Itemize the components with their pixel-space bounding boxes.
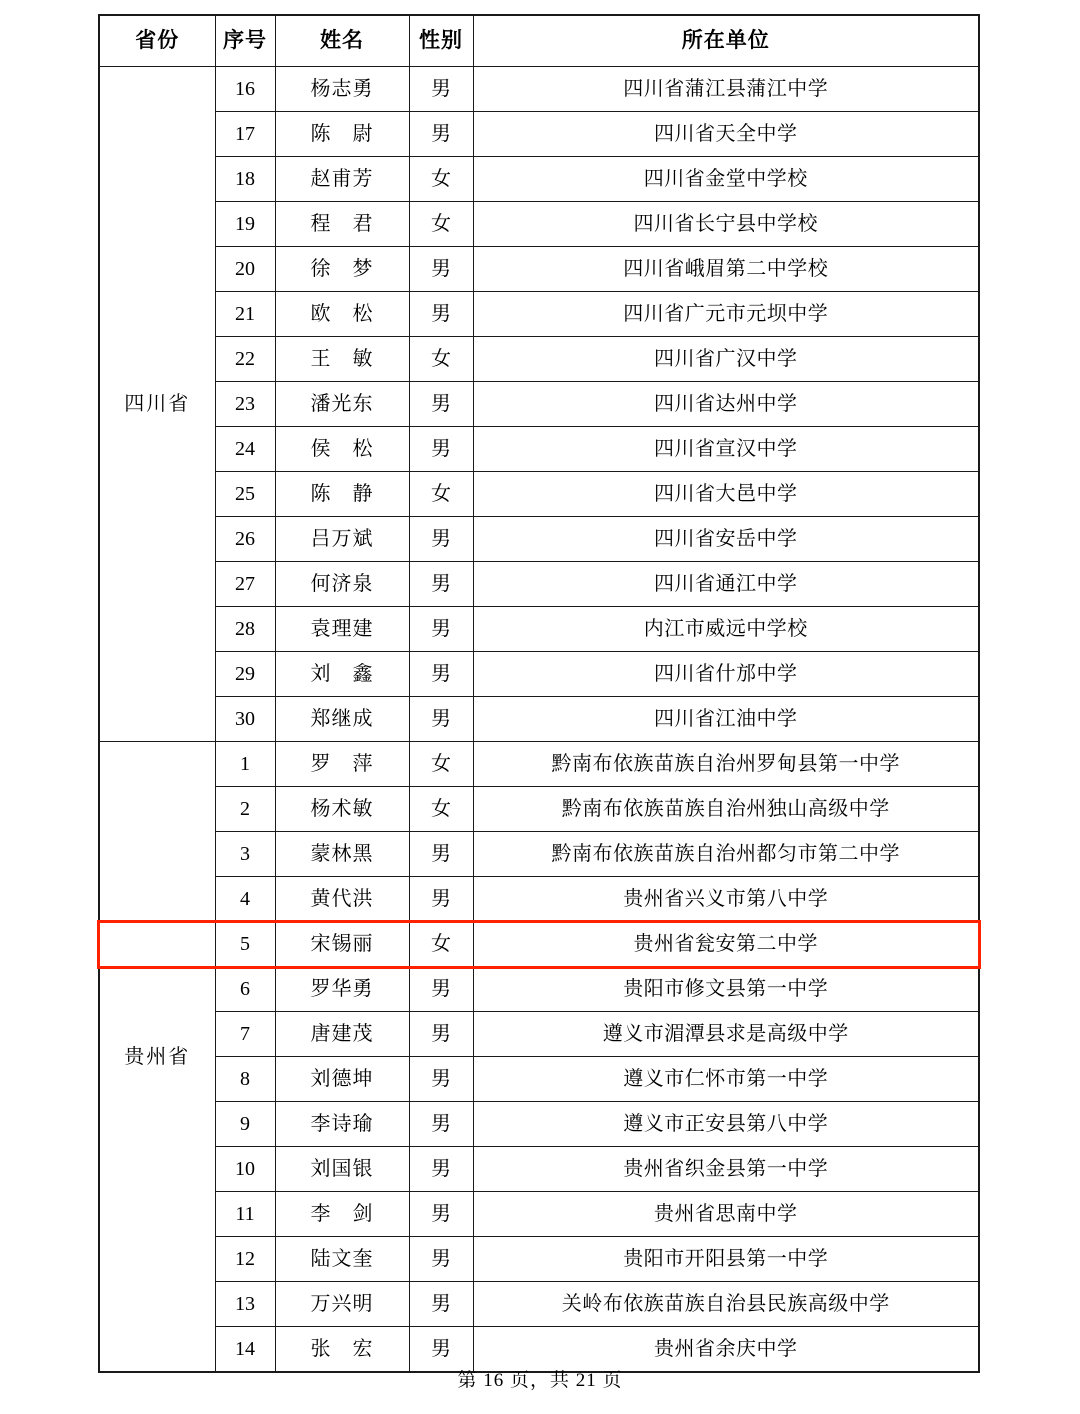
cell-index: 21 xyxy=(215,292,275,337)
column-header-name: 姓名 xyxy=(275,15,409,67)
cell-name: 陆文奎 xyxy=(275,1237,409,1282)
cell-unit: 贵州省兴义市第八中学 xyxy=(473,877,979,922)
cell-index: 7 xyxy=(215,1012,275,1057)
cell-unit: 贵阳市开阳县第一中学 xyxy=(473,1237,979,1282)
table-row xyxy=(99,517,979,562)
cell-index: 14 xyxy=(215,1327,275,1373)
cell-name: 刘国银 xyxy=(275,1147,409,1192)
table-row xyxy=(99,1012,979,1057)
cell-name: 李 剑 xyxy=(275,1192,409,1237)
cell-name: 欧 松 xyxy=(275,292,409,337)
cell-unit: 遵义市仁怀市第一中学 xyxy=(473,1057,979,1102)
cell-gender: 男 xyxy=(409,1057,473,1102)
cell-unit: 四川省通江中学 xyxy=(473,562,979,607)
table-row xyxy=(99,1192,979,1237)
cell-index: 1 xyxy=(215,742,275,787)
cell-gender: 男 xyxy=(409,1327,473,1373)
cell-gender: 男 xyxy=(409,382,473,427)
cell-index: 4 xyxy=(215,877,275,922)
cell-index: 5 xyxy=(215,922,275,967)
table-row xyxy=(99,427,979,472)
cell-unit: 关岭布依族苗族自治县民族高级中学 xyxy=(473,1282,979,1327)
cell-name: 李诗瑜 xyxy=(275,1102,409,1147)
cell-gender: 男 xyxy=(409,877,473,922)
cell-gender: 男 xyxy=(409,247,473,292)
table-row xyxy=(99,292,979,337)
cell-index: 23 xyxy=(215,382,275,427)
cell-unit: 黔南布依族苗族自治州都匀市第二中学 xyxy=(473,832,979,877)
table-row xyxy=(99,67,979,112)
cell-name: 潘光东 xyxy=(275,382,409,427)
cell-gender: 女 xyxy=(409,472,473,517)
table-row xyxy=(99,787,979,832)
cell-name: 侯 松 xyxy=(275,427,409,472)
cell-name: 罗华勇 xyxy=(275,967,409,1012)
cell-index: 22 xyxy=(215,337,275,382)
cell-unit: 四川省长宁县中学校 xyxy=(473,202,979,247)
cell-unit: 四川省宣汉中学 xyxy=(473,427,979,472)
column-header-unit: 所在单位 xyxy=(473,15,979,67)
cell-gender: 女 xyxy=(409,157,473,202)
cell-name: 杨术敏 xyxy=(275,787,409,832)
cell-gender: 男 xyxy=(409,112,473,157)
table-row xyxy=(99,967,979,1012)
cell-unit: 四川省广汉中学 xyxy=(473,337,979,382)
table-row xyxy=(99,202,979,247)
cell-gender: 男 xyxy=(409,1192,473,1237)
cell-unit: 四川省蒲江县蒲江中学 xyxy=(473,67,979,112)
cell-name: 赵甫芳 xyxy=(275,157,409,202)
cell-gender: 男 xyxy=(409,562,473,607)
cell-name: 宋锡丽 xyxy=(275,922,409,967)
cell-unit: 黔南布依族苗族自治州罗甸县第一中学 xyxy=(473,742,979,787)
cell-index: 24 xyxy=(215,427,275,472)
table-row xyxy=(99,697,979,742)
cell-unit: 四川省什邡中学 xyxy=(473,652,979,697)
cell-gender: 女 xyxy=(409,202,473,247)
cell-index: 30 xyxy=(215,697,275,742)
column-header-province: 省份 xyxy=(99,15,215,67)
cell-gender: 男 xyxy=(409,1282,473,1327)
cell-index: 19 xyxy=(215,202,275,247)
cell-index: 29 xyxy=(215,652,275,697)
cell-unit: 四川省峨眉第二中学校 xyxy=(473,247,979,292)
column-header-gender: 性别 xyxy=(409,15,473,67)
cell-gender: 男 xyxy=(409,832,473,877)
cell-gender: 男 xyxy=(409,427,473,472)
table-row xyxy=(99,832,979,877)
cell-name: 陈 尉 xyxy=(275,112,409,157)
table-row xyxy=(99,1102,979,1147)
cell-gender: 男 xyxy=(409,652,473,697)
column-header-index: 序号 xyxy=(215,15,275,67)
cell-gender: 男 xyxy=(409,292,473,337)
table-header xyxy=(99,15,979,67)
cell-gender: 女 xyxy=(409,922,473,967)
cell-name: 程 君 xyxy=(275,202,409,247)
cell-name: 王 敏 xyxy=(275,337,409,382)
table-row xyxy=(99,877,979,922)
cell-gender: 男 xyxy=(409,607,473,652)
table-row xyxy=(99,1282,979,1327)
cell-index: 2 xyxy=(215,787,275,832)
cell-gender: 男 xyxy=(409,1102,473,1147)
cell-unit: 四川省达州中学 xyxy=(473,382,979,427)
table-row xyxy=(99,652,979,697)
cell-unit: 四川省大邑中学 xyxy=(473,472,979,517)
cell-index: 18 xyxy=(215,157,275,202)
cell-unit: 贵州省瓮安第二中学 xyxy=(473,922,979,967)
cell-unit: 四川省安岳中学 xyxy=(473,517,979,562)
cell-gender: 男 xyxy=(409,517,473,562)
table-row xyxy=(99,1057,979,1102)
table-body xyxy=(99,67,979,1373)
table-row xyxy=(99,607,979,652)
cell-gender: 男 xyxy=(409,697,473,742)
table-row xyxy=(99,472,979,517)
cell-name: 陈 静 xyxy=(275,472,409,517)
cell-gender: 男 xyxy=(409,1147,473,1192)
cell-gender: 女 xyxy=(409,787,473,832)
table-row xyxy=(99,562,979,607)
cell-index: 13 xyxy=(215,1282,275,1327)
cell-name: 吕万斌 xyxy=(275,517,409,562)
cell-index: 28 xyxy=(215,607,275,652)
cell-unit: 四川省天全中学 xyxy=(473,112,979,157)
cell-unit: 遵义市正安县第八中学 xyxy=(473,1102,979,1147)
cell-province: 贵州省 xyxy=(99,742,215,1373)
cell-name: 万兴明 xyxy=(275,1282,409,1327)
table-row xyxy=(99,157,979,202)
table-row xyxy=(99,112,979,157)
cell-index: 27 xyxy=(215,562,275,607)
table-row xyxy=(99,1237,979,1282)
cell-unit: 黔南布依族苗族自治州独山高级中学 xyxy=(473,787,979,832)
table-row xyxy=(99,247,979,292)
cell-name: 杨志勇 xyxy=(275,67,409,112)
roster-table xyxy=(98,14,980,1373)
cell-unit: 贵州省余庆中学 xyxy=(473,1327,979,1373)
cell-unit: 四川省广元市元坝中学 xyxy=(473,292,979,337)
cell-index: 8 xyxy=(215,1057,275,1102)
cell-gender: 男 xyxy=(409,967,473,1012)
table-row xyxy=(99,1147,979,1192)
cell-name: 张 宏 xyxy=(275,1327,409,1373)
cell-name: 黄代洪 xyxy=(275,877,409,922)
cell-name: 何济泉 xyxy=(275,562,409,607)
table-row xyxy=(99,382,979,427)
cell-gender: 女 xyxy=(409,337,473,382)
page-footer: 第 16 页，共 21 页 xyxy=(457,1370,623,1391)
cell-index: 10 xyxy=(215,1147,275,1192)
cell-index: 26 xyxy=(215,517,275,562)
table-row xyxy=(99,922,979,967)
cell-name: 蒙林黑 xyxy=(275,832,409,877)
table-row xyxy=(99,337,979,382)
cell-index: 25 xyxy=(215,472,275,517)
cell-index: 16 xyxy=(215,67,275,112)
cell-name: 刘德坤 xyxy=(275,1057,409,1102)
cell-index: 12 xyxy=(215,1237,275,1282)
cell-name: 唐建茂 xyxy=(275,1012,409,1057)
cell-unit: 内江市威远中学校 xyxy=(473,607,979,652)
cell-unit: 遵义市湄潭县求是高级中学 xyxy=(473,1012,979,1057)
cell-gender: 女 xyxy=(409,742,473,787)
cell-unit: 贵阳市修文县第一中学 xyxy=(473,967,979,1012)
cell-index: 20 xyxy=(215,247,275,292)
cell-unit: 四川省江油中学 xyxy=(473,697,979,742)
cell-index: 11 xyxy=(215,1192,275,1237)
cell-name: 徐 梦 xyxy=(275,247,409,292)
cell-unit: 贵州省织金县第一中学 xyxy=(473,1147,979,1192)
table-header-row xyxy=(99,15,979,67)
cell-name: 刘 鑫 xyxy=(275,652,409,697)
cell-unit: 贵州省思南中学 xyxy=(473,1192,979,1237)
cell-name: 郑继成 xyxy=(275,697,409,742)
cell-province: 四川省 xyxy=(99,67,215,742)
cell-name: 罗 萍 xyxy=(275,742,409,787)
cell-name: 袁理建 xyxy=(275,607,409,652)
cell-index: 17 xyxy=(215,112,275,157)
cell-unit: 四川省金堂中学校 xyxy=(473,157,979,202)
cell-index: 3 xyxy=(215,832,275,877)
cell-gender: 男 xyxy=(409,1237,473,1282)
cell-gender: 男 xyxy=(409,67,473,112)
cell-index: 6 xyxy=(215,967,275,1012)
cell-index: 9 xyxy=(215,1102,275,1147)
cell-gender: 男 xyxy=(409,1012,473,1057)
table-row xyxy=(99,742,979,787)
